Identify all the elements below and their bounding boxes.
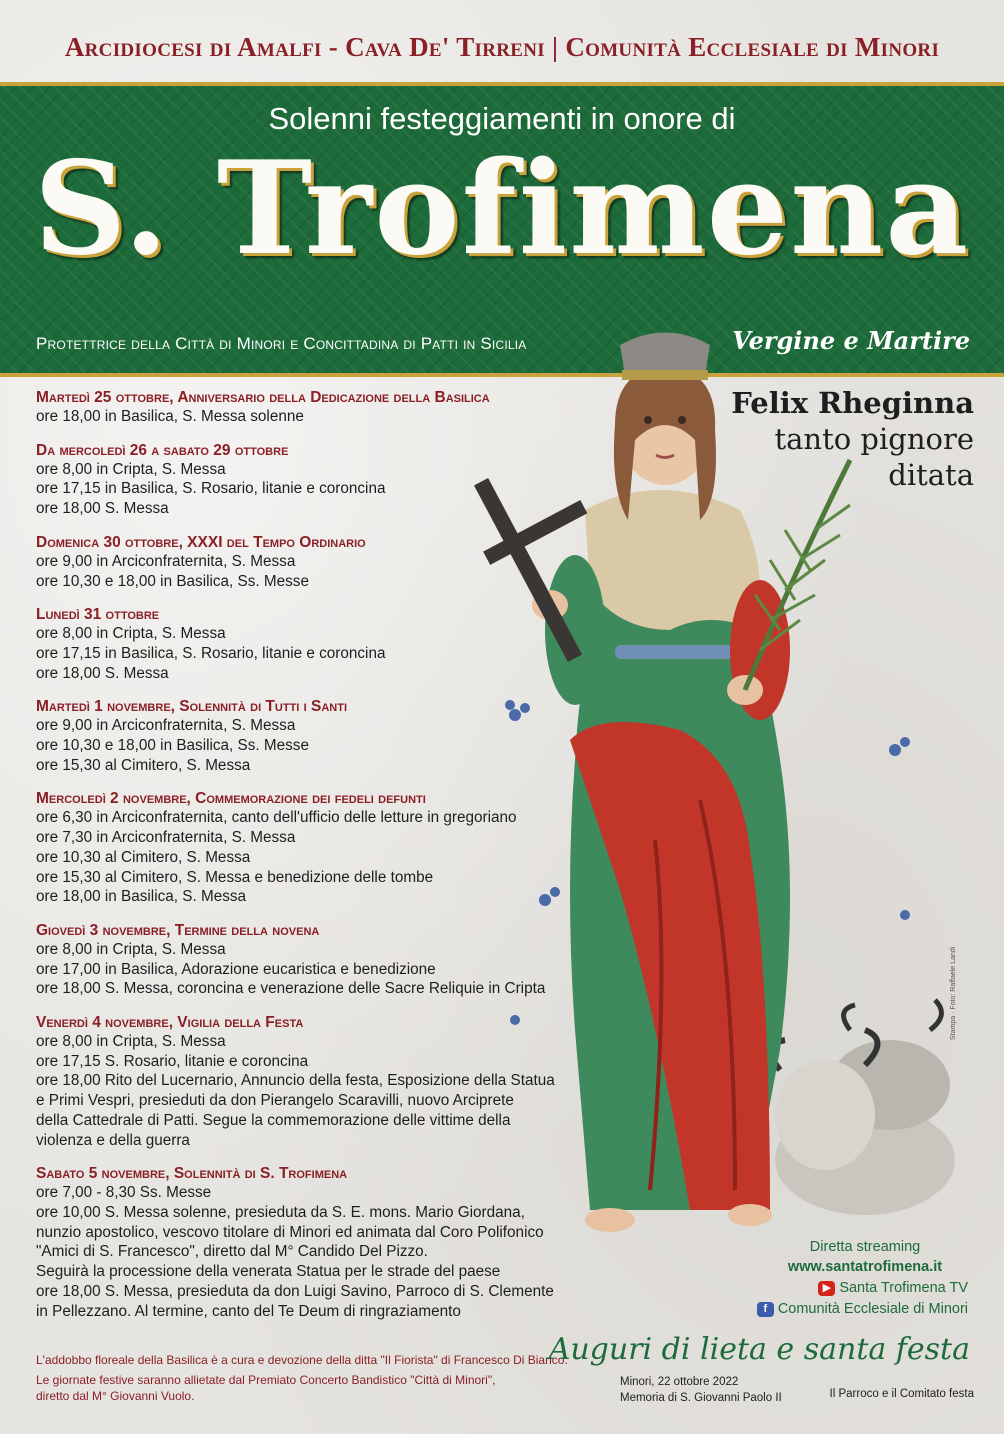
motto-line-3: ditata: [888, 458, 974, 492]
schedule-line: ore 18,00 S. Messa: [36, 664, 169, 682]
schedule-line: ore 10,00 S. Messa solenne, presieduta da S. E. mons. Mario Giordana,: [36, 1203, 525, 1221]
schedule-day: [36, 1013, 636, 1150]
oxen-image: [771, 1000, 955, 1215]
schedule-line: ore 8,00 in Cripta, S. Messa: [36, 460, 226, 478]
floral-note: L'addobbo floreale della Basilica è a cura e devozione della ditta "Il Fiorista" di Francesco Di Bianco.: [36, 1353, 568, 1367]
schedule-line: ore 18,00 in Basilica, S. Messa: [36, 888, 247, 906]
diocese-header: Arcidiocesi di Amalfi - Cava De' Tirreni | Comunità Ecclesiale di Minori: [64, 32, 940, 62]
band-note-1: Le giornate festive saranno allietate dal Premiato Concerto Bandistico "Città di Minori",: [36, 1373, 496, 1387]
schedule-line: ore 18,00 S. Messa, coroncina e venerazione delle Sacre Reliquie in Cripta: [36, 980, 546, 998]
schedule-day: [36, 388, 636, 427]
schedule-line: ore 6,30 in Arciconfraternita, canto dell'ufficio delle letture in gregoriano: [36, 809, 517, 827]
protector-text: Protettrice della Città di Minori e Concittadina di Patti in Sicilia: [36, 334, 527, 353]
footer-date: Minori, 22 ottobre 2022: [620, 1376, 739, 1388]
facebook-link[interactable]: [708, 1301, 968, 1317]
schedule-day-title: Lunedì 31 ottobre: [36, 606, 160, 624]
schedule-day-title: Domenica 30 ottobre, XXXI del Tempo Ordinario: [36, 533, 366, 551]
crown-image: [620, 333, 710, 381]
schedule-line: della Cattedrale di Patti. Segue la commemorazione delle vittime della: [36, 1111, 511, 1129]
youtube-label: Santa Trofimena TV: [839, 1280, 968, 1296]
banner-subtitle: Solenni festeggiamenti in onore di: [268, 101, 736, 136]
schedule-day: [36, 441, 636, 519]
footer-date-block: [620, 1374, 782, 1406]
schedule-day-title: Giovedì 3 novembre, Termine della novena: [36, 921, 320, 939]
schedule-line: ore 17,00 in Basilica, Adorazione eucaristica e benedizione: [36, 960, 436, 978]
schedule-line: nunzio apostolico, vescovo titolare di Minori ed animata dal Coro Polifonico: [36, 1223, 544, 1241]
schedule-line: ore 8,00 in Cripta, S. Messa: [36, 625, 226, 643]
schedule-line: ore 18,00 Rito del Lucernario, Annuncio della festa, Esposizione della Statua: [36, 1072, 555, 1090]
motto-line-2: tanto pignore: [774, 422, 974, 456]
schedule-line: ore 8,00 in Cripta, S. Messa: [36, 1033, 226, 1051]
schedule-line: Seguirà la processione della venerata Statua per le strade del paese: [36, 1263, 501, 1281]
motto-line-1: Felix Rheginna: [731, 386, 974, 420]
schedule-line: ore 10,30 e 18,00 in Basilica, Ss. Messe: [36, 737, 309, 755]
schedule-line: e Primi Vespri, presieduti da don Pierangelo Scaravilli, nuovo Arciprete: [36, 1092, 514, 1110]
schedule-line: ore 9,00 in Arciconfraternita, S. Messa: [36, 717, 296, 735]
footer-signature: Il Parroco e il Comitato festa: [829, 1388, 974, 1400]
schedule-day-title: Sabato 5 novembre, Solennità di S. Trofimena: [36, 1165, 348, 1183]
schedule-line: ore 7,00 - 8,30 Ss. Messe: [36, 1184, 212, 1202]
schedule-day: [36, 921, 636, 999]
streaming-block: [760, 1237, 970, 1277]
schedule-line: "Amici di S. Francesco", diretto dal M° Candido Del Pizzo.: [36, 1243, 428, 1261]
schedule-line: ore 15,30 al Cimitero, S. Messa e benedizione delle tombe: [36, 868, 434, 886]
schedule-line: ore 17,15 S. Rosario, litanie e coroncina: [36, 1052, 309, 1070]
schedule-line: ore 9,00 in Arciconfraternita, S. Messa: [36, 552, 296, 570]
poster-title: S. Trofimena: [33, 134, 971, 284]
schedule-line: ore 7,30 in Arciconfraternita, S. Messa: [36, 829, 296, 847]
motto: [731, 385, 974, 493]
youtube-link[interactable]: [708, 1280, 968, 1296]
schedule-line: in Pellezzano. Al termine, canto del Te Deum di ringraziamento: [36, 1302, 461, 1320]
schedule-line: ore 18,00 in Basilica, S. Messa solenne: [36, 408, 304, 425]
schedule-line: violenza e della guerra: [36, 1131, 190, 1149]
facebook-label: Comunità Ecclesiale di Minori: [777, 1301, 968, 1317]
schedule-day-title: Martedì 1 novembre, Solennità di Tutti i Santi: [36, 698, 348, 716]
schedule-day-title: Venerdì 4 novembre, Vigilia della Festa: [36, 1014, 304, 1032]
schedule-line: ore 18,00 S. Messa: [36, 500, 169, 518]
schedule-line: ore 10,30 e 18,00 in Basilica, Ss. Messe: [36, 572, 309, 590]
schedule-line: ore 17,15 in Basilica, S. Rosario, litanie e coroncina: [36, 644, 386, 662]
streaming-label: Diretta streaming: [809, 1239, 921, 1255]
schedule-line: ore 10,30 al Cimitero, S. Messa: [36, 848, 251, 866]
schedule-line: ore 17,15 in Basilica, S. Rosario, litanie e coroncina: [36, 480, 386, 498]
schedule-line: ore 18,00 S. Messa, presieduta da don Luigi Savino, Parroco di S. Clemente: [36, 1282, 554, 1300]
schedule-day-title: Da mercoledì 26 a sabato 29 ottobre: [36, 441, 289, 459]
schedule-day-title: Mercoledì 2 novembre, Commemorazione dei fedeli defunti: [36, 790, 426, 808]
epithet-text: Vergine e Martire: [732, 326, 970, 355]
facebook-icon: f: [757, 1302, 774, 1317]
schedule-line: ore 8,00 in Cripta, S. Messa: [36, 940, 226, 958]
photo-credit: Stampa · Foto: Raffaele Landi: [950, 946, 957, 1040]
streaming-url[interactable]: www.santatrofimena.it: [787, 1259, 943, 1275]
schedule-line: ore 15,30 al Cimitero, S. Messa: [36, 756, 251, 774]
youtube-icon: ▶: [818, 1281, 835, 1296]
schedule-day: [36, 1164, 636, 1321]
footer-memoria: Memoria di S. Giovanni Paolo II: [620, 1392, 782, 1404]
schedule-day: [36, 605, 636, 683]
greeting: Auguri di lieta e santa festa: [548, 1332, 970, 1367]
schedule-day: [36, 789, 636, 907]
schedule-day-title: Martedì 25 ottobre, Anniversario della Dedicazione della Basilica: [36, 389, 490, 406]
schedule-day: [36, 533, 636, 591]
schedule: [36, 388, 636, 1335]
schedule-day: [36, 697, 636, 775]
band-note-2: diretto dal M° Giovanni Vuolo.: [36, 1389, 195, 1403]
